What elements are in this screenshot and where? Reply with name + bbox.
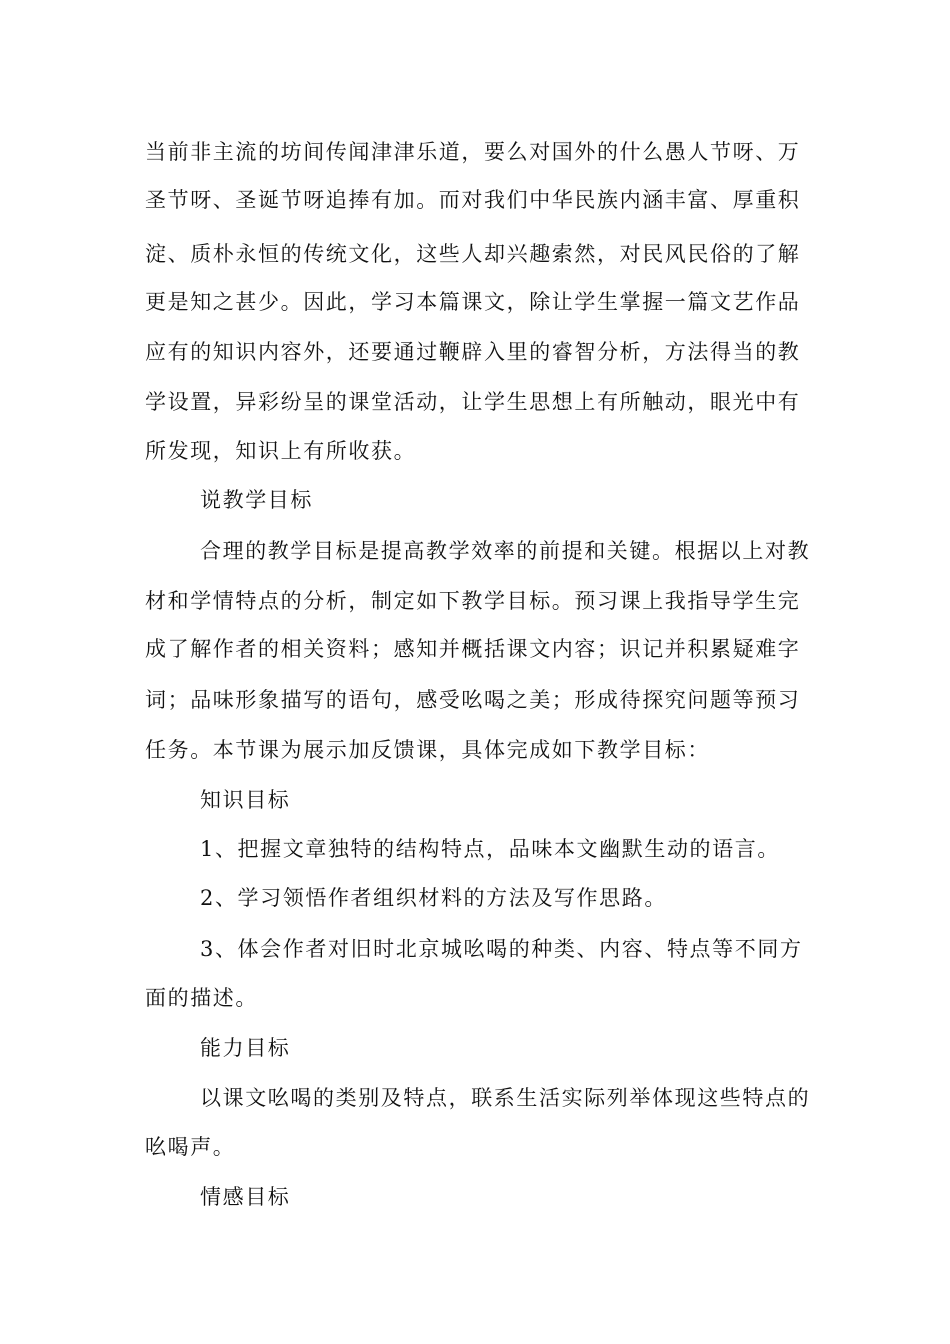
paragraph-line: 成了解作者的相关资料；感知并概括课文内容；识记并积累疑难字 bbox=[145, 637, 801, 661]
list-item: 2、学习领悟作者组织材料的方法及写作思路。 bbox=[200, 886, 667, 910]
list-item: 1、把握文章独特的结构特点，品味本文幽默生动的语言。 bbox=[200, 837, 780, 861]
paragraph-line: 更是知之甚少。因此，学习本篇课文，除让学生掌握一篇文艺作品 bbox=[145, 290, 801, 314]
section-heading: 说教学目标 bbox=[200, 488, 313, 512]
paragraph-line: 所发现，知识上有所收获。 bbox=[145, 439, 417, 463]
paragraph-line: 淀、质朴永恒的传统文化，这些人却兴趣索然，对民风民俗的了解 bbox=[145, 242, 801, 266]
paragraph-line: 应有的知识内容外，还要通过鞭辟入里的睿智分析，方法得当的教 bbox=[145, 340, 801, 364]
section-heading: 能力目标 bbox=[200, 1036, 291, 1060]
paragraph-line: 吆喝声。 bbox=[145, 1135, 236, 1159]
list-item: 3、体会作者对旧时北京城吆喝的种类、内容、特点等不同方 bbox=[200, 937, 803, 961]
paragraph-line: 词；品味形象描写的语句，感受吆喝之美；形成待探究问题等预习 bbox=[145, 688, 801, 712]
list-item-continuation: 面的描述。 bbox=[145, 986, 258, 1010]
section-heading: 知识目标 bbox=[200, 788, 291, 812]
paragraph-line: 学设置，异彩纷呈的课堂活动，让学生思想上有所触动，眼光中有 bbox=[145, 390, 801, 414]
paragraph-line: 任务。本节课为展示加反馈课，具体完成如下教学目标： bbox=[145, 738, 710, 762]
paragraph-line: 当前非主流的坊间传闻津津乐道，要么对国外的什么愚人节呀、万 bbox=[145, 140, 801, 164]
paragraph-line: 合理的教学目标是提高教学效率的前提和关键。根据以上对教 bbox=[200, 539, 811, 563]
section-heading: 情感目标 bbox=[200, 1185, 291, 1209]
paragraph-line: 圣节呀、圣诞节呀追捧有加。而对我们中华民族内涵丰富、厚重积 bbox=[145, 188, 801, 212]
paragraph-line: 材和学情特点的分析，制定如下教学目标。预习课上我指导学生完 bbox=[145, 589, 801, 613]
paragraph-line: 以课文吆喝的类别及特点，联系生活实际列举体现这些特点的 bbox=[200, 1086, 811, 1110]
